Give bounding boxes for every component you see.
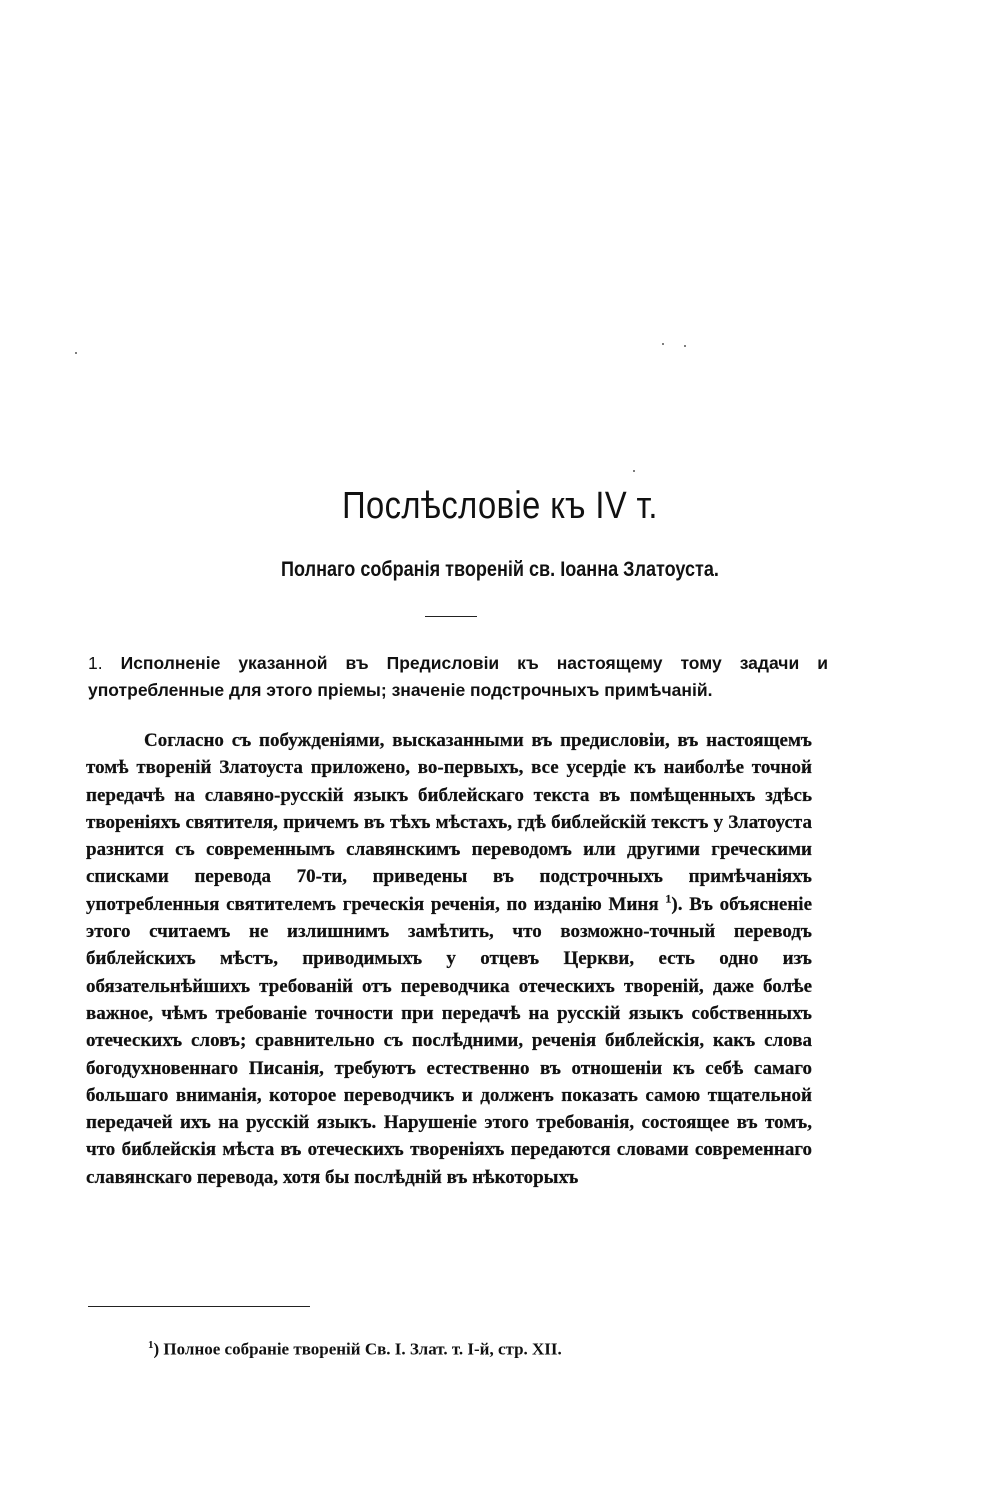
footnote <box>148 1334 828 1361</box>
page-title: Послѣсловіе къ IV т. <box>342 485 658 527</box>
scan-speck <box>75 352 77 354</box>
title-divider <box>425 616 477 617</box>
footnote-reference[interactable]: 1 <box>665 891 672 906</box>
paragraph-text-before-note: Согласно съ побужденіями, высказанными въ предисловіи, въ настоящемъ томѣ твореній Златоуста приложено, во-первыхъ, все усердіе къ наиболѣе точной передачѣ на славяно-русскій языкъ библейскаго текста въ помѣщенныхъ здѣсь твореніяхъ святителя, причемъ въ тѣхъ мѣстахъ, гдѣ библейскій текстъ у Златоуста разнится съ современнымъ славянскимъ переводомъ или другими греческими списками перевода 70-ти, приведены въ подстрочныхъ примѣчаніяхъ употребленныя святителемъ греческія реченія, по изданію Миня <box>86 730 812 915</box>
section-heading-text: Исполненіе указанной въ Предисловіи къ настоящему тому задачи и употребленные для этого пріемы; значеніе подстрочныхъ примѣчаній. <box>88 653 828 700</box>
scan-speck <box>684 345 686 347</box>
scan-speck <box>662 343 664 345</box>
paragraph-text-after-note: ). Въ объясненіе этого считаемъ не излишнимъ замѣтить, что возможно-точный переводъ библейскихъ мѣстъ, приводимыхъ у отцевъ Церкви, есть одно изъ обязательнѣйшихъ требованій отъ переводчика отеческихъ твореній, даже болѣе важное, чѣмъ требованіе точности при передачѣ на русскій языкъ собственныхъ отеческихъ словъ; сравнительно съ послѣдними, реченія библейскія, какъ слова богодухновеннаго Писанія, требуютъ естественно въ отношеніи къ себѣ самаго большаго вниманія, которое переводчикъ и долженъ показать самою тщательной передачей ихъ на русскій языкъ. Нарушеніе этого требованія, состоящее въ томъ, что библейскія мѣста въ отеческихъ твореніяхъ передаются словами современнаго славянскаго перевода, хотя бы послѣдній въ нѣкоторыхъ <box>86 893 813 1188</box>
section-number: 1. <box>88 653 103 673</box>
scan-speck <box>633 470 635 472</box>
page-subtitle: Полнаго собранія твореній св. Іоанна Златоуста. <box>281 558 719 581</box>
section-heading <box>88 650 828 704</box>
body-paragraph <box>86 727 812 1191</box>
footnote-text: ) Полное собраніе твореній Св. І. Злат. т. І-й, стр. XII. <box>153 1339 562 1359</box>
footnote-marker: 1 <box>148 1339 154 1351</box>
footnote-divider <box>88 1306 310 1307</box>
